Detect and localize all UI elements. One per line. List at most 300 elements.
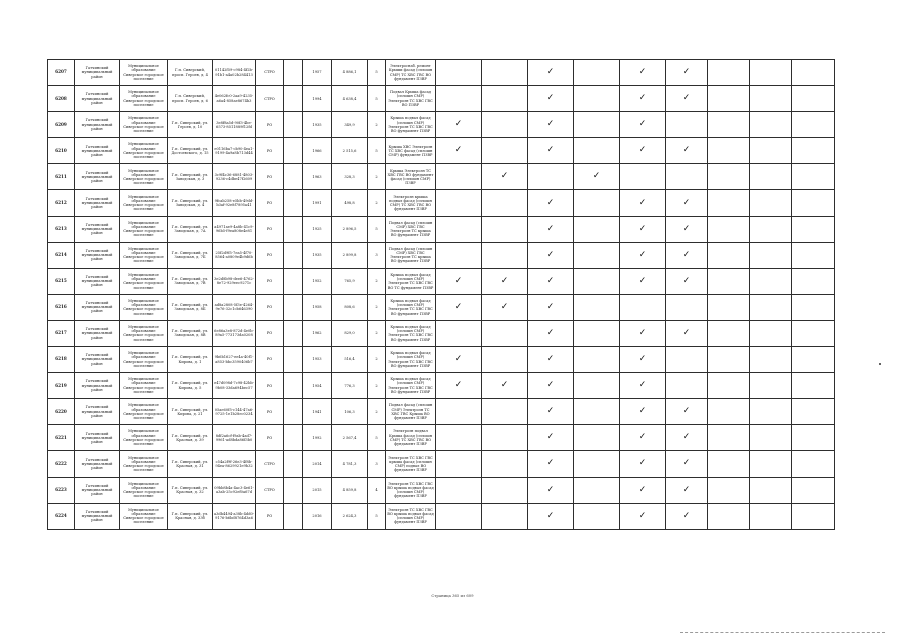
checkmark-icon: ✓: [638, 93, 647, 104]
count-cell: 5: [368, 138, 386, 164]
row-number: 6208: [48, 86, 75, 112]
district-cell: Гатчинский муниципальный район: [75, 347, 120, 373]
district-cell: Гатчинский муниципальный район: [75, 425, 120, 451]
work-flag-cell: [792, 86, 835, 112]
row-number: 6220: [48, 399, 75, 425]
district-cell: Гатчинский муниципальный район: [75, 164, 120, 190]
work-flag-cell: [708, 347, 750, 373]
address-cell: Г.п. Сиверский, ул. Красная, д. 33б: [168, 503, 213, 529]
work-flag-cell: [750, 216, 792, 242]
work-flag-cell: [482, 164, 528, 190]
work-flag-cell: [574, 86, 620, 112]
table-row: [48, 86, 835, 112]
row-number: 6219: [48, 373, 75, 399]
type-cell: СТРО: [256, 477, 284, 503]
table-row: [48, 60, 835, 86]
address-cell: Г.п. Сиверский, ул. Заводская, д. 7Б: [168, 242, 213, 268]
empty-cell: [284, 503, 303, 529]
work-flag-cell: [666, 86, 708, 112]
checkmark-icon: ✓: [638, 197, 647, 208]
work-flag-cell: [750, 294, 792, 320]
year-cell: 1958: [303, 294, 332, 320]
work-flag-cell: [482, 399, 528, 425]
work-flag-cell: [528, 294, 574, 320]
works-cell: Крыша подвал фасад (сплошн СМР) Электроэн ТС ХВС ГВС ВО фундамент ПЗВР: [386, 347, 436, 373]
empty-cell: [284, 399, 303, 425]
work-flag-cell: [708, 373, 750, 399]
work-flag-cell: [482, 503, 528, 529]
work-flag-cell: [750, 373, 792, 399]
work-flag-cell: [436, 373, 482, 399]
address-cell: Г.п. Сиверский, ул. Заводская, д. 8В: [168, 320, 213, 346]
work-flag-cell: [574, 425, 620, 451]
work-flag-cell: [750, 242, 792, 268]
district-cell: Гатчинский муниципальный район: [75, 503, 120, 529]
count-cell: 5: [368, 86, 386, 112]
area-cell: 106,3: [332, 399, 368, 425]
work-flag-cell: [620, 320, 666, 346]
work-flag-cell: [666, 112, 708, 138]
works-cell: Электроэн ТС ХВС ГВС ВО крыша подвал фасад (сплошн СМР) фундамент ПЗВР: [386, 477, 436, 503]
work-flag-cell: [792, 112, 835, 138]
type-cell: СТРО: [256, 451, 284, 477]
checkmark-icon: ✓: [500, 275, 509, 286]
work-flag-cell: [574, 242, 620, 268]
work-flag-cell: [436, 451, 482, 477]
work-flag-cell: [666, 399, 708, 425]
page-footer: Страница 365 из 609: [431, 593, 474, 598]
table-row: [48, 242, 835, 268]
work-flag-cell: [528, 347, 574, 373]
work-flag-cell: [792, 373, 835, 399]
work-flag-cell: [574, 164, 620, 190]
type-cell: СТРО: [256, 86, 284, 112]
checkmark-icon: ✓: [546, 197, 555, 208]
municipality-cell: Муниципальное образование Сиверское городское поселение: [120, 425, 168, 451]
area-cell: 4 638,4: [332, 86, 368, 112]
count-cell: 5: [368, 425, 386, 451]
house-code-cell: 6e86a3e8-872d-4e0b-89a5-773173da0208: [213, 320, 256, 346]
work-flag-cell: [708, 294, 750, 320]
address-cell: Г.п. Сиверский, ул. Красная, д. 39: [168, 425, 213, 451]
work-flag-cell: [620, 347, 666, 373]
type-cell: РО: [256, 320, 284, 346]
checkmark-icon: ✓: [682, 223, 691, 234]
checkmark-icon: ✓: [682, 67, 691, 78]
year-cell: 1963: [303, 164, 332, 190]
work-flag-cell: [666, 138, 708, 164]
work-flag-cell: [436, 112, 482, 138]
area-cell: 349,9: [332, 112, 368, 138]
work-flag-cell: [436, 268, 482, 294]
count-cell: 3: [368, 242, 386, 268]
address-cell: Г.п. Сиверский, просп. Героев, д. 4: [168, 60, 213, 86]
work-flag-cell: [708, 164, 750, 190]
work-flag-cell: [792, 294, 835, 320]
work-flag-cell: [482, 451, 528, 477]
area-cell: 4 781,3: [332, 451, 368, 477]
checkmark-icon: ✓: [682, 93, 691, 104]
district-cell: Гатчинский муниципальный район: [75, 268, 120, 294]
count-cell: 2: [368, 112, 386, 138]
work-flag-cell: [708, 425, 750, 451]
work-flag-cell: [574, 503, 620, 529]
works-cell: Подвал фасад (сплошн СМР) ХВС ГВС Электроэн ТС крыша ВО фундамент ПЗВР: [386, 216, 436, 242]
checkmark-icon: ✓: [546, 327, 555, 338]
work-flag-cell: [620, 268, 666, 294]
work-flag-cell: [792, 216, 835, 242]
checkmark-icon: ✓: [546, 145, 555, 156]
work-flag-cell: [792, 477, 835, 503]
municipality-cell: Муниципальное образование Сиверское городское поселение: [120, 294, 168, 320]
work-flag-cell: [708, 399, 750, 425]
district-cell: Гатчинский муниципальный район: [75, 242, 120, 268]
work-flag-cell: [574, 138, 620, 164]
work-flag-cell: [436, 477, 482, 503]
work-flag-cell: [482, 477, 528, 503]
work-flag-cell: [528, 164, 574, 190]
work-flag-cell: [482, 112, 528, 138]
count-cell: 2: [368, 268, 386, 294]
work-flag-cell: [574, 190, 620, 216]
district-cell: Гатчинский муниципальный район: [75, 60, 120, 86]
house-code-cell: 4e062fc0-2aa9-4235-a6a4-858ae8674b3: [213, 86, 256, 112]
table-row: [48, 320, 835, 346]
work-flag-cell: [436, 190, 482, 216]
district-cell: Гатчинский муниципальный район: [75, 373, 120, 399]
work-flag-cell: [574, 399, 620, 425]
count-cell: 2: [368, 190, 386, 216]
work-flag-cell: [620, 190, 666, 216]
work-flag-cell: [750, 320, 792, 346]
type-cell: РО: [256, 294, 284, 320]
work-flag-cell: [482, 425, 528, 451]
checkmark-icon: ✓: [682, 197, 691, 208]
table-row: [48, 451, 835, 477]
work-flag-cell: [528, 112, 574, 138]
type-cell: РО: [256, 399, 284, 425]
work-flag-cell: [528, 373, 574, 399]
work-flag-cell: [574, 347, 620, 373]
work-flag-cell: [620, 164, 666, 190]
work-flag-cell: [708, 320, 750, 346]
work-flag-cell: [620, 60, 666, 86]
type-cell: РО: [256, 216, 284, 242]
work-flag-cell: [436, 320, 482, 346]
checkmark-icon: ✓: [546, 484, 555, 495]
house-code-cell: 3e8f8a5d-90f3-4be-6573-8511889f12fd: [213, 112, 256, 138]
row-number: 6209: [48, 112, 75, 138]
area-cell: 829,0: [332, 320, 368, 346]
checkmark-icon: ✓: [500, 301, 509, 312]
checkmark-icon: ✓: [546, 275, 555, 286]
works-cell: Подвал фасад (сплошн СМР) Электроэн ТС ХВС ГВС Крыша ВО фундамент ПЗВР: [386, 399, 436, 425]
work-flag-cell: [750, 477, 792, 503]
work-flag-cell: [528, 242, 574, 268]
empty-cell: [284, 425, 303, 451]
work-flag-cell: [750, 451, 792, 477]
checkmark-icon: ✓: [454, 145, 463, 156]
work-flag-cell: [574, 294, 620, 320]
empty-cell: [284, 112, 303, 138]
municipality-cell: Муниципальное образование Сиверское городское поселение: [120, 503, 168, 529]
checkmark-icon: ✓: [500, 380, 509, 391]
house-code-cell: a3db4494-a38b-4dd0-9176-b6bd8764d3a6: [213, 503, 256, 529]
municipality-cell: Муниципальное образование Сиверское городское поселение: [120, 399, 168, 425]
address-cell: Г.п. Сиверский, ул. Заводская, д. 7В: [168, 268, 213, 294]
area-cell: 2 899,8: [332, 242, 368, 268]
empty-cell: [284, 60, 303, 86]
municipality-cell: Муниципальное образование Сиверское городское поселение: [120, 373, 168, 399]
address-cell: Г.п. Сиверский, ул. Героев, д. 10: [168, 112, 213, 138]
works-cell: Крыша подвал фасад (сплошн СМР) Электроэн ТС ХВС ГВС ВО ТС фундамент ПЗВР: [386, 268, 436, 294]
work-flag-cell: [708, 190, 750, 216]
work-flag-cell: [574, 477, 620, 503]
municipality-cell: Муниципальное образование Сиверское городское поселение: [120, 242, 168, 268]
work-flag-cell: [482, 242, 528, 268]
work-flag-cell: [666, 268, 708, 294]
area-cell: 2 567,4: [332, 425, 368, 451]
municipality-cell: Муниципальное образование Сиверское городское поселение: [120, 320, 168, 346]
work-flag-cell: [620, 138, 666, 164]
checkmark-icon: ✓: [682, 275, 691, 286]
checkmark-icon: ✓: [454, 275, 463, 286]
work-flag-cell: [750, 164, 792, 190]
address-cell: Г.п. Сиверский, ул. Достоевского, д. 15: [168, 138, 213, 164]
checkmark-icon: ✓: [638, 119, 647, 130]
table-row: [48, 190, 835, 216]
row-number: 6211: [48, 164, 75, 190]
year-cell: 1935: [303, 242, 332, 268]
municipality-cell: Муниципальное образование Сиверское городское поселение: [120, 451, 168, 477]
work-flag-cell: [528, 399, 574, 425]
checkmark-icon: ✓: [638, 458, 647, 469]
works-cell: Электроэн ТС ХВС ГВС крыша фасад (сплошн СМР) подвал ВО фундамент ПЗВР: [386, 451, 436, 477]
area-cell: 2 896,5: [332, 216, 368, 242]
empty-cell: [284, 373, 303, 399]
municipality-cell: Муниципальное образование Сиверское городское поселение: [120, 164, 168, 190]
type-cell: РО: [256, 112, 284, 138]
area-cell: 776,3: [332, 373, 368, 399]
work-flag-cell: [666, 347, 708, 373]
type-cell: РО: [256, 268, 284, 294]
work-flag-cell: [620, 399, 666, 425]
checkmark-icon: ✓: [454, 119, 463, 130]
row-number: 6224: [48, 503, 75, 529]
work-flag-cell: [574, 373, 620, 399]
house-code-cell: 9fcab258-e5bb-49dd-b3af-92e8f7895a41: [213, 190, 256, 216]
type-cell: РО: [256, 347, 284, 373]
work-flag-cell: [620, 373, 666, 399]
checkmark-icon: ✓: [546, 93, 555, 104]
work-flag-cell: [436, 216, 482, 242]
work-flag-cell: [666, 451, 708, 477]
checkmark-icon: ✓: [546, 223, 555, 234]
checkmark-icon: ✓: [546, 510, 555, 521]
work-flag-cell: [574, 112, 620, 138]
address-cell: Г.п. Сиверский, ул. Заводская, д. 3: [168, 164, 213, 190]
empty-cell: [284, 451, 303, 477]
work-flag-cell: [436, 425, 482, 451]
type-cell: РО: [256, 138, 284, 164]
work-flag-cell: [750, 425, 792, 451]
count-cell: 2: [368, 399, 386, 425]
work-flag-cell: [574, 60, 620, 86]
works-cell: Крыша подвал фасад (сплошн СМР) Электроэн ТС ХВС ГВС ВО фундамент ПЗВР: [386, 294, 436, 320]
row-number: 6207: [48, 60, 75, 86]
table-row: [48, 399, 835, 425]
checkmark-icon: ✓: [546, 458, 555, 469]
house-code-cell: 01142f59-c984-4f2b-91b1-a4a02b284413: [213, 60, 256, 86]
work-flag-cell: [620, 425, 666, 451]
work-flag-cell: [792, 60, 835, 86]
year-cell: 1994: [303, 86, 332, 112]
count-cell: 3: [368, 451, 386, 477]
area-cell: 328,3: [332, 164, 368, 190]
work-flag-cell: [620, 242, 666, 268]
address-cell: Г.п. Сиверский, ул. Заводская, д. 8Б: [168, 294, 213, 320]
work-flag-cell: [666, 477, 708, 503]
works-cell: Крыша подвал фасад (сплошн СМР) Электроэн ТС ХВС ГВС ВО фундамент ПЗВР: [386, 320, 436, 346]
work-flag-cell: [482, 268, 528, 294]
work-flag-cell: [528, 503, 574, 529]
checkmark-icon: ✓: [682, 484, 691, 495]
work-flag-cell: [436, 86, 482, 112]
empty-cell: [284, 294, 303, 320]
table-row: [48, 347, 835, 373]
work-flag-cell: [574, 216, 620, 242]
work-flag-cell: [708, 503, 750, 529]
work-flag-cell: [436, 60, 482, 86]
work-flag-cell: [708, 216, 750, 242]
district-cell: Гатчинский муниципальный район: [75, 320, 120, 346]
area-cell: 4 859,8: [332, 477, 368, 503]
work-flag-cell: [620, 216, 666, 242]
work-flag-cell: [482, 294, 528, 320]
checkmark-icon: ✓: [454, 380, 463, 391]
house-code-cell: 3e2d8b98-dee6-4762-8e72-929eec9271c: [213, 268, 256, 294]
work-flag-cell: [436, 294, 482, 320]
work-flag-cell: [792, 425, 835, 451]
work-flag-cell: [528, 190, 574, 216]
year-cell: 1962: [303, 320, 332, 346]
row-number: 6217: [48, 320, 75, 346]
count-cell: 2: [368, 294, 386, 320]
work-flag-cell: [436, 503, 482, 529]
row-number: 6222: [48, 451, 75, 477]
work-flag-cell: [620, 86, 666, 112]
year-cell: 1966: [303, 138, 332, 164]
type-cell: РО: [256, 164, 284, 190]
checkmark-icon: ✓: [638, 406, 647, 417]
house-code-cell: c54a2f9f-26e3-4f8b-94ea-8629921e9b32: [213, 451, 256, 477]
work-flag-cell: [574, 451, 620, 477]
municipality-cell: Муниципальное образование Сиверское городское поселение: [120, 138, 168, 164]
address-cell: Г.п. Сиверский, ул. Заводская, д. 7А: [168, 216, 213, 242]
work-flag-cell: [666, 294, 708, 320]
count-cell: 2: [368, 347, 386, 373]
capital-repair-table: [47, 59, 835, 530]
year-cell: 1941: [303, 399, 332, 425]
empty-cell: [284, 138, 303, 164]
work-flag-cell: [528, 477, 574, 503]
work-flag-cell: [436, 399, 482, 425]
district-cell: Гатчинский муниципальный район: [75, 451, 120, 477]
work-flag-cell: [792, 138, 835, 164]
checkmark-icon: ✓: [638, 327, 647, 338]
work-flag-cell: [750, 60, 792, 86]
row-number: 6213: [48, 216, 75, 242]
work-flag-cell: [666, 60, 708, 86]
empty-cell: [284, 320, 303, 346]
address-cell: Г.п. Сиверский, ул. Кирова, д. 21: [168, 399, 213, 425]
house-code-cell: e0116ba7-cb90-4ea1-9199-4a9a8b713d44: [213, 138, 256, 164]
address-cell: Г.п. Сиверский, ул. Заводская, д. 4: [168, 190, 213, 216]
checkmark-icon: ✓: [682, 458, 691, 469]
work-flag-cell: [750, 503, 792, 529]
district-cell: Гатчинский муниципальный район: [75, 112, 120, 138]
year-cell: 1953: [303, 347, 332, 373]
work-flag-cell: [666, 242, 708, 268]
checkmark-icon: ✓: [500, 171, 509, 182]
work-flag-cell: [792, 503, 835, 529]
count-cell: 2: [368, 320, 386, 346]
work-flag-cell: [666, 320, 708, 346]
municipality-cell: Муниципальное образование Сиверское городское поселение: [120, 268, 168, 294]
works-cell: Подвал фасад (сплошн СМР) ХВС ГВС Электроэн ТС крыша ВО фундамент ПЗВР: [386, 242, 436, 268]
work-flag-cell: [482, 373, 528, 399]
district-cell: Гатчинский муниципальный район: [75, 399, 120, 425]
work-flag-cell: [620, 451, 666, 477]
table-row: [48, 373, 835, 399]
work-flag-cell: [792, 268, 835, 294]
count-cell: 2: [368, 164, 386, 190]
year-cell: 1954: [303, 373, 332, 399]
work-flag-cell: [574, 320, 620, 346]
checkmark-icon: ✓: [638, 67, 647, 78]
empty-cell: [284, 268, 303, 294]
work-flag-cell: [708, 268, 750, 294]
empty-cell: [284, 477, 303, 503]
empty-cell: [284, 216, 303, 242]
house-code-cell: 8df2a6cf-f9ab-4ad7-9961-ad8bda86f3b0: [213, 425, 256, 451]
work-flag-cell: [528, 138, 574, 164]
work-flag-cell: [792, 399, 835, 425]
work-flag-cell: [750, 86, 792, 112]
type-cell: РО: [256, 373, 284, 399]
year-cell: 1992: [303, 425, 332, 451]
work-flag-cell: [708, 451, 750, 477]
year-cell: 2014: [303, 451, 332, 477]
work-flag-cell: [620, 477, 666, 503]
checkmark-icon: ✓: [638, 484, 647, 495]
table-row: [48, 138, 835, 164]
count-cell: 5: [368, 503, 386, 529]
house-code-cell: e47d098d-7c98-42bb-9b08-33da694bec57: [213, 373, 256, 399]
area-cell: 516,4: [332, 347, 368, 373]
work-flag-cell: [528, 320, 574, 346]
works-cell: Крыша ХВС Электроэн ТС ХВС фасад (сплошн СМР) фундамент ПЗВР: [386, 138, 436, 164]
house-code-cell: 09bb8b4a-4ac3-4e61-a3ab-25c92ef0a67d: [213, 477, 256, 503]
work-flag-cell: [750, 190, 792, 216]
checkmark-icon: ✓: [546, 119, 555, 130]
municipality-cell: Муниципальное образование Сиверское городское поселение: [120, 477, 168, 503]
table-row: [48, 503, 835, 529]
work-flag-cell: [666, 164, 708, 190]
municipality-cell: Муниципальное образование Сиверское городское поселение: [120, 86, 168, 112]
work-flag-cell: [482, 320, 528, 346]
checkmark-icon: ✓: [638, 275, 647, 286]
